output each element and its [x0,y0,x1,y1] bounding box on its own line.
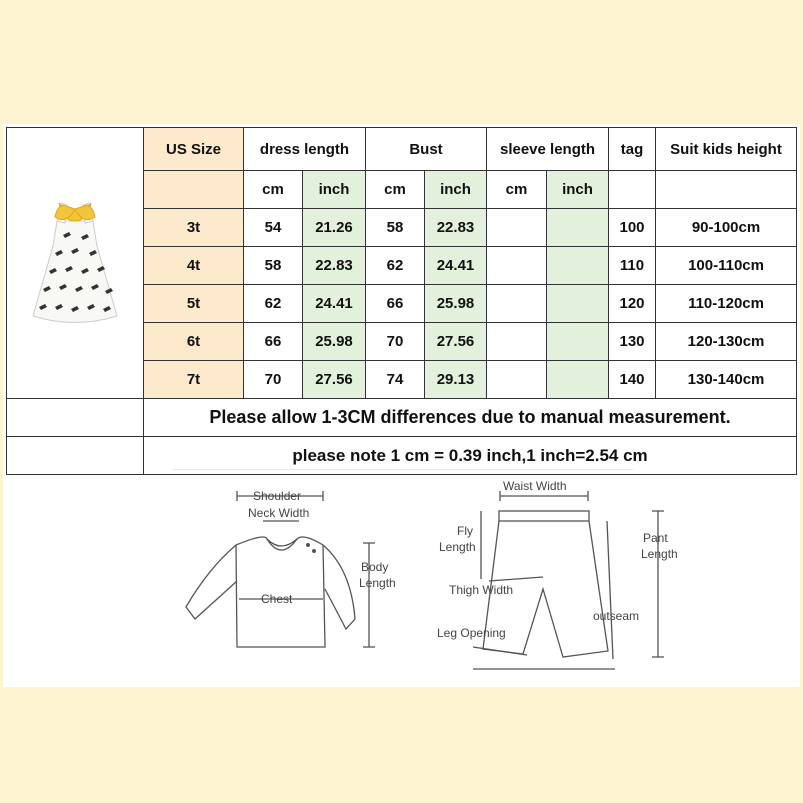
tag-header: tag [609,128,656,171]
dress-cm-cell: 70 [244,361,303,399]
leg-opening-label: Leg Opening [437,626,506,640]
measurement-note: Please allow 1-3CM differences due to manual measurement. [144,399,797,437]
unit-empty-cell [144,171,244,209]
shoulder-label: Shoulder [253,489,302,503]
dress-inch-cell: 22.83 [303,247,366,285]
waist-width-label: Waist Width [503,479,567,493]
sleeve-cm-cell [487,247,547,285]
size-cell: 3t [144,209,244,247]
sleeve-cm-cell [487,323,547,361]
dress-cm-cell: 62 [244,285,303,323]
fly-length-label: Length [439,540,476,554]
tag-cell: 100 [609,209,656,247]
bust-cm-cell: 58 [366,209,425,247]
thigh-width-label: Thigh Width [449,583,514,597]
height-cell: 120-130cm [656,323,797,361]
size-cell: 5t [144,285,244,323]
dress-cm-cell: 66 [244,323,303,361]
sleeve-inch-cell [547,247,609,285]
measurement-diagram [3,469,800,679]
unit-cm: cm [366,171,425,209]
unit-inch: inch [303,171,366,209]
tag-cell: 110 [609,247,656,285]
neck-width-label: Neck Width [248,506,310,520]
dress-cm-cell: 58 [244,247,303,285]
size-cell: 4t [144,247,244,285]
dress-illustration [15,191,135,331]
bust-inch-cell: 24.41 [425,247,487,285]
sleeve-inch-cell [547,285,609,323]
unit-inch: inch [547,171,609,209]
sleeve-inch-cell [547,209,609,247]
bust-inch-cell: 29.13 [425,361,487,399]
body-length-label: Length [359,576,396,590]
height-cell: 110-120cm [656,285,797,323]
sleeve-inch-cell [547,323,609,361]
dress-inch-cell: 21.26 [303,209,366,247]
unit-cm: cm [244,171,303,209]
chest-label: Chest [261,592,293,606]
height-cell: 130-140cm [656,361,797,399]
bust-cm-cell: 62 [366,247,425,285]
size-table [6,127,797,475]
size-cell: 6t [144,323,244,361]
dress-inch-cell: 24.41 [303,285,366,323]
bust-cm-cell: 70 [366,323,425,361]
dress-cm-cell: 54 [244,209,303,247]
outseam-label: outseam [593,609,640,623]
suit-height-header: Suit kids height [656,128,797,171]
shirt-buttons [306,543,316,553]
sleeve-length-header: sleeve length [487,128,609,171]
unit-empty-cell [609,171,656,209]
height-cell: 90-100cm [656,209,797,247]
body-label: Body [361,560,389,574]
pant-length-label: Length [641,547,678,561]
fly-label: Fly [457,524,473,538]
unit-inch: inch [425,171,487,209]
bust-inch-cell: 22.83 [425,209,487,247]
bust-inch-cell: 25.98 [425,285,487,323]
header-row [7,128,797,171]
sleeve-inch-cell [547,361,609,399]
tag-cell: 120 [609,285,656,323]
conversion-note: please note 1 cm = 0.39 inch,1 inch=2.54 cm [144,437,797,475]
dress-length-header: dress length [244,128,366,171]
unit-cm: cm [487,171,547,209]
pant-label: Pant [643,531,668,545]
unit-empty-cell [656,171,797,209]
dress-image-cell [7,128,144,399]
bust-header: Bust [366,128,487,171]
size-cell: 7t [144,361,244,399]
bust-cm-cell: 74 [366,361,425,399]
sleeve-cm-cell [487,209,547,247]
size-chart-panel [3,124,800,687]
tag-cell: 130 [609,323,656,361]
bust-inch-cell: 27.56 [425,323,487,361]
pants-diagram [473,491,664,669]
height-cell: 100-110cm [656,247,797,285]
tag-cell: 140 [609,361,656,399]
sleeve-cm-cell [487,285,547,323]
dress-inch-cell: 27.56 [303,361,366,399]
note-row [7,399,797,437]
sleeve-cm-cell [487,361,547,399]
us-size-header: US Size [144,128,244,171]
dress-inch-cell: 25.98 [303,323,366,361]
bust-cm-cell: 66 [366,285,425,323]
